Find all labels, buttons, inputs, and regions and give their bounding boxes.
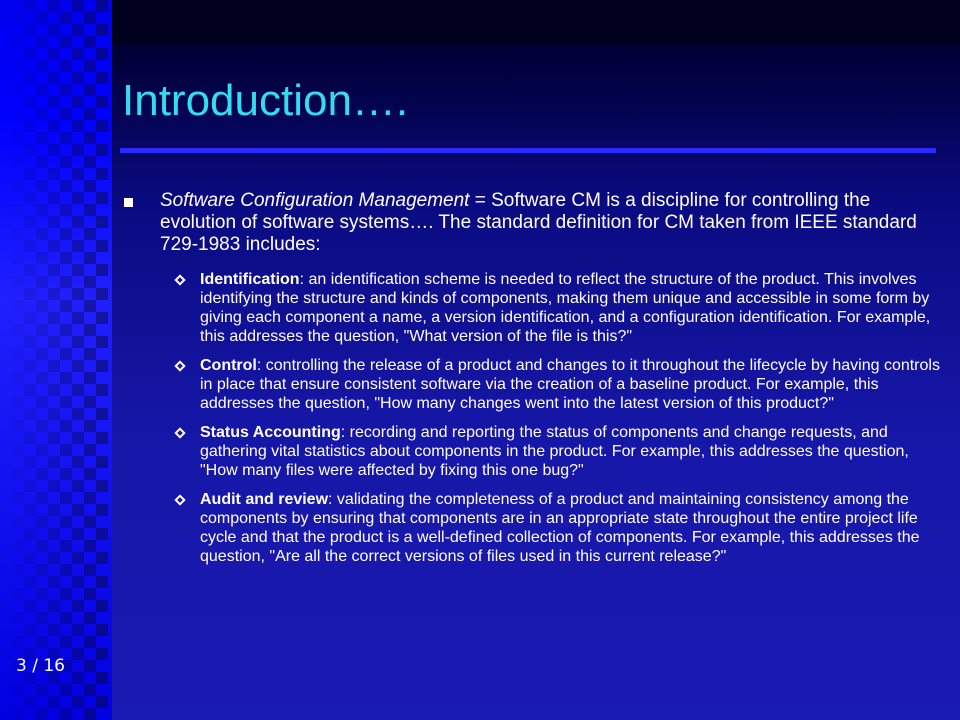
checker-square <box>60 276 72 288</box>
checker-square <box>84 684 96 696</box>
checker-square <box>72 120 84 132</box>
checker-square <box>0 48 12 60</box>
checker-square <box>12 468 24 480</box>
checker-square <box>96 624 108 636</box>
checker-square <box>36 276 48 288</box>
checker-square <box>24 552 36 564</box>
checker-square <box>36 84 48 96</box>
sub-bullet-text: : validating the completeness of a product and maintaining consistency among the components by ensuring that components are in an appropriate state throughout the entire project life cycle and that the product is a well-defined collection of components. For example, this addresses the question, "Are all the correct versions of files used in this current release?" <box>200 491 920 565</box>
checker-square <box>24 480 36 492</box>
checker-square <box>72 0 84 12</box>
checker-square <box>96 432 108 444</box>
checker-square <box>48 312 60 324</box>
checker-square <box>60 444 72 456</box>
checker-square <box>0 480 12 492</box>
checker-square <box>0 0 12 12</box>
checker-square <box>84 84 96 96</box>
checker-square <box>0 408 12 420</box>
checker-pattern <box>0 0 112 720</box>
checker-square <box>0 72 12 84</box>
checker-square <box>96 336 108 348</box>
checker-square <box>12 588 24 600</box>
checker-square <box>72 144 84 156</box>
checker-square <box>0 96 12 108</box>
checker-square <box>60 348 72 360</box>
checker-square <box>96 288 108 300</box>
checker-square <box>72 456 84 468</box>
checker-square <box>36 516 48 528</box>
checker-square <box>96 96 108 108</box>
sub-bullet-status-accounting <box>124 423 946 480</box>
checker-square <box>12 444 24 456</box>
checker-square <box>0 336 12 348</box>
checker-square <box>72 72 84 84</box>
checker-square <box>12 36 24 48</box>
checker-square <box>24 96 36 108</box>
diamond-bullet-icon <box>174 360 185 371</box>
checker-square <box>48 600 60 612</box>
sub-bullet-term: Audit and review <box>200 491 329 508</box>
sub-bullet-audit-review <box>124 490 946 566</box>
checker-square <box>72 192 84 204</box>
checker-square <box>0 432 12 444</box>
top-dark-strip <box>112 0 960 44</box>
checker-square <box>84 372 96 384</box>
checker-square <box>96 480 108 492</box>
checker-square <box>12 132 24 144</box>
checker-square <box>84 156 96 168</box>
checker-square <box>60 228 72 240</box>
checker-square <box>12 276 24 288</box>
checker-square <box>96 48 108 60</box>
checker-square <box>60 540 72 552</box>
sub-bullet-text: : an identification scheme is needed to reflect the structure of the product. This involves identifying the structure and kinds of components, making them unique and accessible in some form by giving each component a name, a version identification, and a configuration identification. For example, this addresses the question, "What version of the file is this?" <box>200 271 931 345</box>
diamond-bullet-icon <box>174 494 185 505</box>
checker-square <box>36 492 48 504</box>
checker-square <box>48 192 60 204</box>
checker-square <box>96 72 108 84</box>
checker-square <box>36 708 48 720</box>
checker-square <box>72 48 84 60</box>
checker-square <box>60 564 72 576</box>
checker-square <box>12 540 24 552</box>
checker-square <box>60 156 72 168</box>
checker-square <box>84 60 96 72</box>
checker-square <box>72 96 84 108</box>
checker-square <box>24 384 36 396</box>
checker-square <box>12 684 24 696</box>
checker-square <box>36 228 48 240</box>
checker-square <box>36 684 48 696</box>
checker-square <box>12 564 24 576</box>
checker-square <box>72 600 84 612</box>
checker-square <box>0 672 12 684</box>
checker-square <box>96 168 108 180</box>
checker-square <box>0 456 12 468</box>
checker-square <box>0 648 12 660</box>
checker-square <box>36 612 48 624</box>
checker-square <box>96 24 108 36</box>
main-bullet-item <box>124 190 946 256</box>
checker-square <box>24 312 36 324</box>
checker-square <box>24 216 36 228</box>
checker-square <box>60 492 72 504</box>
checker-square <box>60 252 72 264</box>
checker-square <box>24 360 36 372</box>
checker-square <box>72 384 84 396</box>
checker-square <box>48 240 60 252</box>
checker-square <box>84 132 96 144</box>
checker-square <box>60 204 72 216</box>
checker-square <box>84 636 96 648</box>
square-bullet-icon <box>124 198 133 207</box>
sub-bullet-identification <box>124 270 946 346</box>
checker-square <box>0 528 12 540</box>
checker-square <box>96 120 108 132</box>
checker-square <box>60 516 72 528</box>
checker-square <box>72 504 84 516</box>
main-bullet-text: = Software CM is a discipline for controlling the evolution of software systems…. The standard definition for CM taken from IEEE standard 729-1983 includes: <box>160 190 917 255</box>
checker-square <box>96 528 108 540</box>
checker-square <box>24 120 36 132</box>
checker-square <box>36 396 48 408</box>
checker-square <box>48 360 60 372</box>
checker-square <box>12 252 24 264</box>
checker-square <box>72 288 84 300</box>
checker-square <box>72 336 84 348</box>
left-decorative-band <box>0 0 112 720</box>
checker-square <box>0 600 12 612</box>
checker-square <box>24 408 36 420</box>
checker-square <box>12 300 24 312</box>
checker-square <box>48 48 60 60</box>
checker-square <box>96 648 108 660</box>
diamond-bullet-icon <box>174 427 185 438</box>
checker-square <box>36 252 48 264</box>
checker-square <box>36 420 48 432</box>
checker-square <box>84 420 96 432</box>
checker-square <box>36 12 48 24</box>
checker-square <box>36 636 48 648</box>
checker-square <box>96 552 108 564</box>
checker-square <box>72 432 84 444</box>
checker-square <box>36 132 48 144</box>
checker-square <box>60 108 72 120</box>
checker-square <box>24 192 36 204</box>
checker-square <box>60 420 72 432</box>
checker-square <box>0 168 12 180</box>
checker-square <box>12 12 24 24</box>
checker-square <box>0 576 12 588</box>
checker-square <box>48 456 60 468</box>
checker-square <box>36 564 48 576</box>
checker-square <box>24 72 36 84</box>
checker-square <box>12 156 24 168</box>
checker-square <box>84 300 96 312</box>
checker-square <box>72 240 84 252</box>
checker-square <box>60 324 72 336</box>
checker-square <box>48 288 60 300</box>
checker-square <box>60 708 72 720</box>
checker-square <box>72 624 84 636</box>
checker-square <box>84 492 96 504</box>
checker-square <box>0 24 12 36</box>
checker-square <box>84 612 96 624</box>
checker-square <box>36 156 48 168</box>
checker-square <box>72 696 84 708</box>
checker-square <box>0 288 12 300</box>
checker-square <box>48 264 60 276</box>
checker-square <box>96 360 108 372</box>
checker-square <box>36 108 48 120</box>
checker-square <box>72 672 84 684</box>
checker-square <box>24 624 36 636</box>
checker-square <box>72 168 84 180</box>
checker-square <box>84 276 96 288</box>
checker-square <box>48 216 60 228</box>
checker-square <box>96 408 108 420</box>
checker-square <box>84 12 96 24</box>
slide-content <box>124 190 946 576</box>
checker-square <box>60 300 72 312</box>
checker-square <box>60 36 72 48</box>
checker-square <box>60 468 72 480</box>
checker-square <box>84 108 96 120</box>
checker-square <box>96 264 108 276</box>
checker-square <box>24 48 36 60</box>
checker-square <box>96 696 108 708</box>
checker-square <box>36 60 48 72</box>
checker-square <box>36 444 48 456</box>
checker-square <box>12 348 24 360</box>
checker-square <box>36 348 48 360</box>
checker-square <box>24 264 36 276</box>
checker-square <box>48 408 60 420</box>
checker-square <box>48 696 60 708</box>
checker-square <box>36 372 48 384</box>
checker-square <box>36 36 48 48</box>
checker-square <box>60 132 72 144</box>
checker-square <box>84 396 96 408</box>
checker-square <box>48 384 60 396</box>
checker-square <box>96 576 108 588</box>
checker-square <box>72 648 84 660</box>
checker-square <box>96 0 108 12</box>
checker-square <box>24 24 36 36</box>
checker-square <box>24 288 36 300</box>
sub-bullet-control <box>124 356 946 413</box>
checker-square <box>0 192 12 204</box>
checker-square <box>12 108 24 120</box>
checker-square <box>48 0 60 12</box>
checker-square <box>0 216 12 228</box>
checker-square <box>48 336 60 348</box>
checker-square <box>48 120 60 132</box>
checker-square <box>24 528 36 540</box>
checker-square <box>60 180 72 192</box>
checker-square <box>84 204 96 216</box>
checker-square <box>84 180 96 192</box>
main-bullet-term: Software Configuration Management <box>160 190 470 211</box>
checker-square <box>96 144 108 156</box>
checker-square <box>12 420 24 432</box>
checker-square <box>84 228 96 240</box>
checker-square <box>24 144 36 156</box>
checker-square <box>48 504 60 516</box>
checker-square <box>0 360 12 372</box>
checker-square <box>84 708 96 720</box>
checker-square <box>72 216 84 228</box>
checker-square <box>24 576 36 588</box>
checker-square <box>12 228 24 240</box>
checker-square <box>0 312 12 324</box>
checker-square <box>60 60 72 72</box>
checker-square <box>84 444 96 456</box>
checker-square <box>72 528 84 540</box>
checker-square <box>60 684 72 696</box>
checker-square <box>60 636 72 648</box>
checker-square <box>0 240 12 252</box>
checker-square <box>24 0 36 12</box>
checker-square <box>48 168 60 180</box>
checker-square <box>84 660 96 672</box>
diamond-bullet-icon <box>174 274 185 285</box>
checker-square <box>12 324 24 336</box>
sub-bullet-text: : recording and reporting the status of components and change requests, and gathering vital statistics about components in the product. For example, this addresses the question, "How many files were affected by fixing this one bug?" <box>200 424 909 479</box>
checker-square <box>48 576 60 588</box>
checker-square <box>96 312 108 324</box>
checker-square <box>12 180 24 192</box>
checker-square <box>48 144 60 156</box>
checker-square <box>72 576 84 588</box>
checker-square <box>72 552 84 564</box>
checker-square <box>48 552 60 564</box>
checker-square <box>36 180 48 192</box>
checker-square <box>84 36 96 48</box>
title-underline <box>120 148 936 153</box>
checker-square <box>12 516 24 528</box>
checker-square <box>0 384 12 396</box>
checker-square <box>96 672 108 684</box>
checker-square <box>24 240 36 252</box>
checker-square <box>12 396 24 408</box>
checker-square <box>96 504 108 516</box>
checker-square <box>72 312 84 324</box>
checker-square <box>0 264 12 276</box>
checker-square <box>24 456 36 468</box>
checker-square <box>12 492 24 504</box>
checker-square <box>0 144 12 156</box>
checker-square <box>84 540 96 552</box>
checker-square <box>0 504 12 516</box>
checker-square <box>84 324 96 336</box>
sub-bullet-term: Control <box>200 357 257 374</box>
checker-square <box>36 300 48 312</box>
checker-square <box>60 612 72 624</box>
checker-square <box>48 432 60 444</box>
checker-square <box>24 168 36 180</box>
checker-square <box>24 432 36 444</box>
sub-bullet-text: : controlling the release of a product and changes to it throughout the lifecycle by having controls in place that ensure consistent software via the creation of a baseline product. For example, this addresses the question, "How many changes went into the latest version of this product?" <box>200 357 940 412</box>
checker-square <box>12 84 24 96</box>
checker-square <box>96 600 108 612</box>
checker-square <box>36 204 48 216</box>
checker-square <box>60 84 72 96</box>
checker-square <box>24 696 36 708</box>
checker-square <box>36 588 48 600</box>
checker-square <box>0 696 12 708</box>
checker-square <box>12 612 24 624</box>
checker-square <box>84 348 96 360</box>
checker-square <box>72 480 84 492</box>
checker-square <box>48 528 60 540</box>
checker-square <box>96 384 108 396</box>
sub-bullet-term: Identification <box>200 271 300 288</box>
checker-square <box>48 24 60 36</box>
checker-square <box>36 324 48 336</box>
checker-square <box>96 216 108 228</box>
checker-square <box>48 624 60 636</box>
checker-square <box>72 24 84 36</box>
checker-square <box>84 468 96 480</box>
checker-square <box>72 264 84 276</box>
checker-square <box>12 372 24 384</box>
checker-square <box>12 204 24 216</box>
checker-square <box>24 336 36 348</box>
checker-square <box>12 708 24 720</box>
checker-square <box>60 12 72 24</box>
sub-bullet-list <box>124 270 946 566</box>
checker-square <box>48 480 60 492</box>
checker-square <box>0 120 12 132</box>
checker-square <box>0 624 12 636</box>
checker-square <box>84 588 96 600</box>
checker-square <box>36 540 48 552</box>
checker-square <box>96 240 108 252</box>
checker-square <box>24 600 36 612</box>
checker-square <box>72 360 84 372</box>
slide-title: Introduction…. <box>122 76 409 125</box>
page-number: 3 / 16 <box>16 656 65 676</box>
checker-square <box>84 564 96 576</box>
checker-square <box>48 72 60 84</box>
checker-square <box>24 504 36 516</box>
checker-square <box>48 96 60 108</box>
checker-square <box>12 60 24 72</box>
sub-bullet-term: Status Accounting <box>200 424 341 441</box>
checker-square <box>72 408 84 420</box>
checker-square <box>60 588 72 600</box>
checker-square <box>96 456 108 468</box>
checker-square <box>36 468 48 480</box>
checker-square <box>84 252 96 264</box>
checker-square <box>60 396 72 408</box>
checker-square <box>60 372 72 384</box>
checker-square <box>84 516 96 528</box>
checker-square <box>96 192 108 204</box>
checker-square <box>12 636 24 648</box>
checker-square <box>0 552 12 564</box>
